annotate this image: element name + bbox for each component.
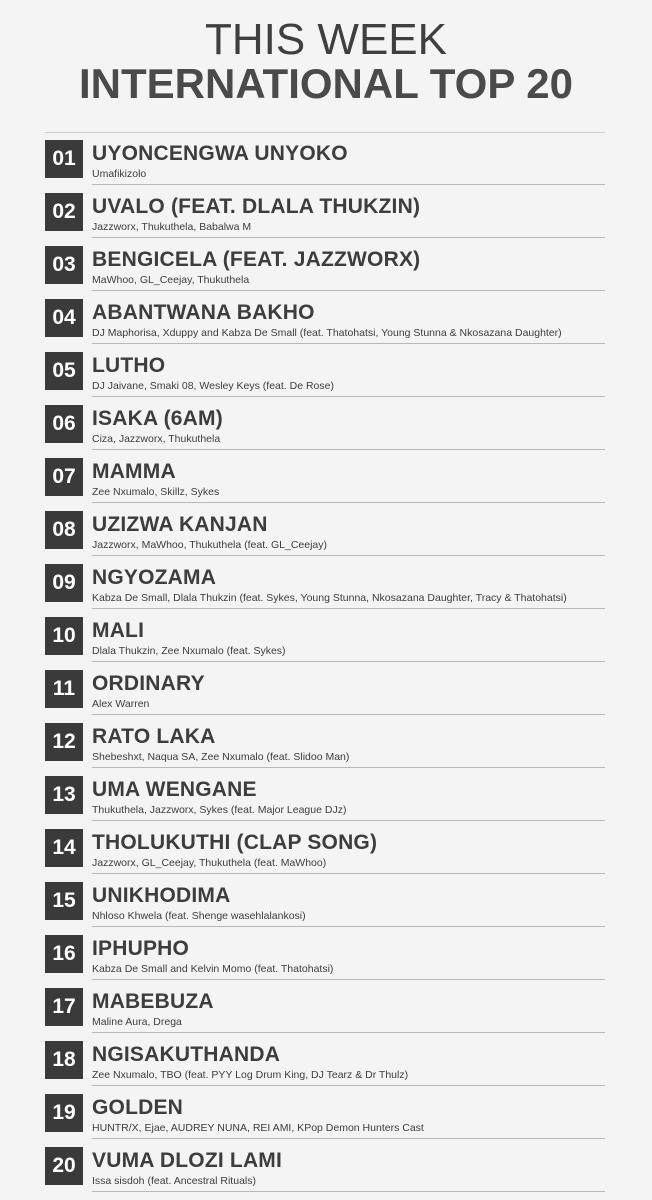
song-title: ORDINARY bbox=[92, 672, 205, 695]
rank-badge: 06 bbox=[45, 405, 83, 443]
chart-entry bbox=[0, 238, 652, 291]
rank-badge: 08 bbox=[45, 511, 83, 549]
song-title: UMA WENGANE bbox=[92, 778, 257, 801]
song-artist: MaWhoo, GL_Ceejay, Thukuthela bbox=[92, 274, 250, 286]
chart-entry bbox=[0, 821, 652, 874]
song-title: ISAKA (6AM) bbox=[92, 407, 223, 430]
song-artist: Jazzworx, GL_Ceejay, Thukuthela (feat. MaWhoo) bbox=[92, 857, 327, 869]
song-title: UZIZWA KANJAN bbox=[92, 513, 268, 536]
rank-badge: 10 bbox=[45, 617, 83, 655]
rank-badge: 04 bbox=[45, 299, 83, 337]
song-artist: Jazzworx, MaWhoo, Thukuthela (feat. GL_Ceejay) bbox=[92, 539, 327, 551]
song-artist: Maline Aura, Drega bbox=[92, 1016, 182, 1028]
rank-badge: 16 bbox=[45, 935, 83, 973]
song-title: NGISAKUTHANDA bbox=[92, 1043, 281, 1066]
song-title: ABANTWANA BAKHO bbox=[92, 301, 315, 324]
rank-badge: 11 bbox=[45, 670, 83, 708]
chart-entry bbox=[0, 291, 652, 344]
song-artist: Zee Nxumalo, TBO (feat. PYY Log Drum King, DJ Tearz & Dr Thulz) bbox=[92, 1069, 409, 1081]
chart-entry bbox=[0, 132, 652, 185]
chart-entry bbox=[0, 662, 652, 715]
chart-entry bbox=[0, 1033, 652, 1086]
rank-badge: 18 bbox=[45, 1041, 83, 1079]
rank-badge: 05 bbox=[45, 352, 83, 390]
chart-entry bbox=[0, 874, 652, 927]
song-title: UNIKHODIMA bbox=[92, 884, 231, 907]
song-title: NGYOZAMA bbox=[92, 566, 217, 589]
chart-entry bbox=[0, 397, 652, 450]
chart-entry bbox=[0, 768, 652, 821]
song-artist: Thukuthela, Jazzworx, Sykes (feat. Major League DJz) bbox=[92, 804, 347, 816]
song-title: LUTHO bbox=[92, 354, 166, 377]
song-title: THOLUKUTHI (CLAP SONG) bbox=[92, 831, 378, 854]
song-title: BENGICELA (FEAT. JAZZWORX) bbox=[92, 248, 421, 271]
rank-badge: 01 bbox=[45, 140, 83, 178]
row-divider bbox=[92, 1191, 605, 1192]
header-chart-title: INTERNATIONAL TOP 20 bbox=[79, 60, 573, 107]
song-artist: Umafikizolo bbox=[92, 168, 147, 180]
song-title: MAMMA bbox=[92, 460, 176, 483]
chart-entry bbox=[0, 556, 652, 609]
rank-badge: 14 bbox=[45, 829, 83, 867]
chart-entry bbox=[0, 450, 652, 503]
rank-badge: 12 bbox=[45, 723, 83, 761]
rank-badge: 13 bbox=[45, 776, 83, 814]
song-artist: Jazzworx, Thukuthela, Babalwa M bbox=[92, 221, 252, 233]
song-artist: Zee Nxumalo, Skillz, Sykes bbox=[92, 486, 220, 498]
song-title: RATO LAKA bbox=[92, 725, 216, 748]
header-this-week: THIS WEEK bbox=[204, 15, 448, 64]
rank-badge: 15 bbox=[45, 882, 83, 920]
song-title: MALI bbox=[92, 619, 145, 642]
rank-badge: 19 bbox=[45, 1094, 83, 1132]
song-title: MABEBUZA bbox=[92, 990, 214, 1013]
song-title: IPHUPHO bbox=[92, 937, 190, 960]
rank-badge: 09 bbox=[45, 564, 83, 602]
song-artist: Nhloso Khwela (feat. Shenge wasehlalankosi) bbox=[92, 910, 306, 922]
song-title: VUMA DLOZI LAMI bbox=[92, 1149, 283, 1172]
chart-entry bbox=[0, 503, 652, 556]
chart-entry bbox=[0, 1139, 652, 1192]
song-artist: DJ Maphorisa, Xduppy and Kabza De Small (feat. Thatohatsi, Young Stunna & Nkosazana Daughter) bbox=[92, 327, 562, 339]
song-title: UYONCENGWA UNYOKO bbox=[92, 142, 348, 165]
rank-badge: 17 bbox=[45, 988, 83, 1026]
rank-badge: 20 bbox=[45, 1147, 83, 1185]
chart-entry bbox=[0, 344, 652, 397]
chart-entry bbox=[0, 715, 652, 768]
song-title: GOLDEN bbox=[92, 1096, 184, 1119]
song-artist: HUNTR/X, Ejae, AUDREY NUNA, REI AMI, KPop Demon Hunters Cast bbox=[92, 1122, 424, 1134]
song-artist: Issa sisdoh (feat. Ancestral Rituals) bbox=[92, 1175, 256, 1187]
song-artist: Kabza De Small and Kelvin Momo (feat. Thatohatsi) bbox=[92, 963, 334, 975]
song-artist: DJ Jaivane, Smaki 08, Wesley Keys (feat. De Rose) bbox=[92, 380, 334, 392]
rank-badge: 02 bbox=[45, 193, 83, 231]
chart-entry bbox=[0, 980, 652, 1033]
rank-badge: 07 bbox=[45, 458, 83, 496]
song-title: UVALO (FEAT. DLALA THUKZIN) bbox=[92, 195, 421, 218]
song-artist: Dlala Thukzin, Zee Nxumalo (feat. Sykes) bbox=[92, 645, 286, 657]
song-artist: Kabza De Small, Dlala Thukzin (feat. Sykes, Young Stunna, Nkosazana Daughter, Tracy & Thatohatsi) bbox=[92, 592, 567, 604]
song-artist: Ciza, Jazzworx, Thukuthela bbox=[92, 433, 221, 445]
chart-entry bbox=[0, 185, 652, 238]
song-artist: Shebeshxt, Naqua SA, Zee Nxumalo (feat. Slidoo Man) bbox=[92, 751, 350, 763]
chart-entry bbox=[0, 1086, 652, 1139]
song-artist: Alex Warren bbox=[92, 698, 150, 710]
chart-entry bbox=[0, 927, 652, 980]
rank-badge: 03 bbox=[45, 246, 83, 284]
chart-entry bbox=[0, 609, 652, 662]
